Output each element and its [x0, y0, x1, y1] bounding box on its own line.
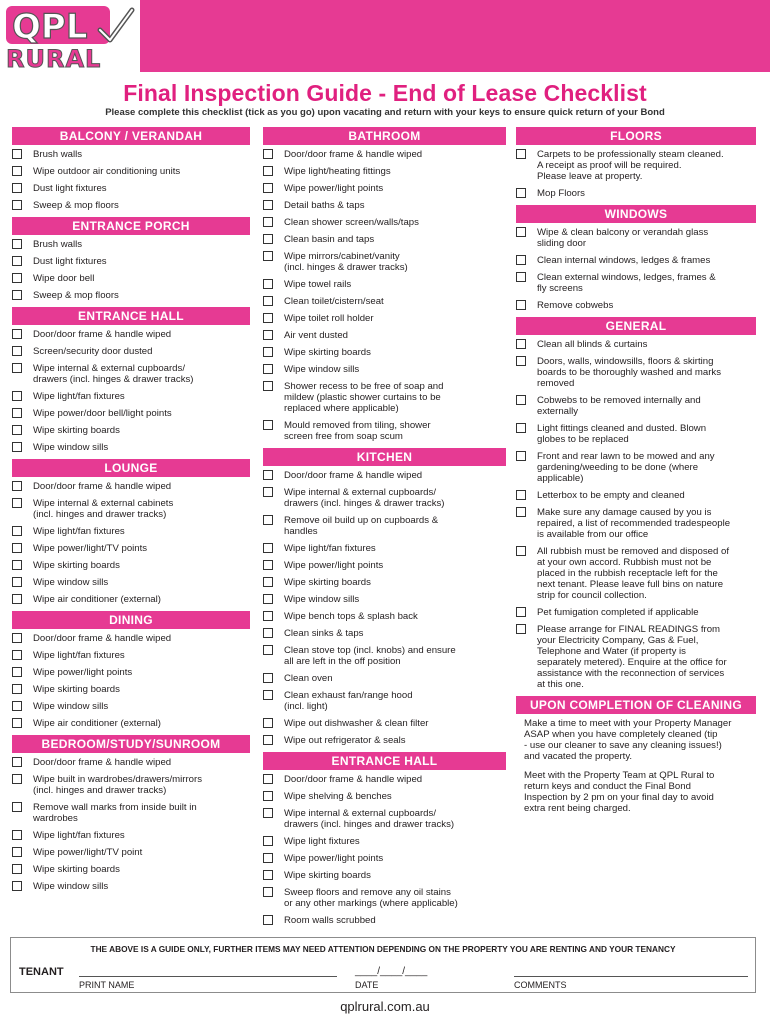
checklist-item-label: Wipe window sills — [284, 364, 360, 375]
checklist-item — [263, 853, 506, 864]
checklist-item-label: Wipe power/light points — [284, 560, 384, 571]
checklist-item-label: Wipe skirting boards — [284, 577, 371, 588]
checkbox[interactable] — [263, 791, 273, 801]
checklist-item-label: Clean shower screen/walls/taps — [284, 217, 419, 228]
checklist-item — [263, 543, 506, 554]
checklist-item-label: Wipe out refrigerator & seals — [284, 735, 406, 746]
checkbox[interactable] — [263, 183, 273, 193]
checklist-item — [516, 507, 756, 540]
checkbox[interactable] — [263, 690, 273, 700]
checkbox[interactable] — [12, 847, 22, 857]
checklist-item — [516, 395, 756, 417]
checklist-item-label: Wipe internal & external cupboards/ drawers (incl. hinges & drawer tracks) — [284, 487, 445, 509]
checkbox[interactable] — [12, 526, 22, 536]
checklist-item-label: Air vent dusted — [284, 330, 348, 341]
checkbox[interactable] — [12, 166, 22, 176]
print-name-line[interactable] — [79, 976, 337, 977]
print-name-label: PRINT NAME — [79, 980, 135, 990]
checklist-item — [516, 423, 756, 445]
checkbox[interactable] — [516, 423, 526, 433]
checklist-item — [516, 255, 756, 266]
checklist-item-label: Clean external windows, ledges, frames & fly screens — [537, 272, 716, 294]
checklist-item — [263, 611, 506, 622]
checkbox[interactable] — [12, 363, 22, 373]
checklist-item-label: Door/door frame & handle wiped — [284, 774, 423, 785]
checklist-item-label: Wipe window sills — [33, 577, 109, 588]
checkbox[interactable] — [516, 300, 526, 310]
checkbox[interactable] — [12, 757, 22, 767]
checklist-item — [516, 546, 756, 601]
checkbox[interactable] — [263, 870, 273, 880]
checklist-item — [12, 864, 250, 875]
qpl-rural-logo — [4, 4, 138, 70]
checklist-item-label: Wipe internal & external cupboards/ drawers (incl. hinges & drawer tracks) — [33, 363, 194, 385]
checkbox[interactable] — [12, 498, 22, 508]
checkbox[interactable] — [12, 329, 22, 339]
checklist-item — [12, 543, 250, 554]
checklist-item-label: Door/door frame & handle wiped — [33, 481, 172, 492]
checklist-item — [263, 420, 506, 442]
checkbox[interactable] — [12, 802, 22, 812]
comments-label: COMMENTS — [514, 980, 567, 990]
page-title: Final Inspection Guide - End of Lease Checklist — [123, 80, 647, 106]
checkbox[interactable] — [516, 624, 526, 634]
checklist-item — [263, 487, 506, 509]
checklist-item — [263, 870, 506, 881]
website-url: qplrural.com.au — [340, 999, 430, 1014]
checklist-item — [263, 915, 506, 926]
checklist-item — [12, 481, 250, 492]
checklist-item — [12, 560, 250, 571]
section-header-kitchen: KITCHEN — [263, 448, 506, 466]
checklist-item — [263, 217, 506, 228]
checklist-item-label: Wipe light/fan fixtures — [284, 543, 376, 554]
checkbox[interactable] — [263, 577, 273, 587]
completion-note: Meet with the Property Team at QPL Rural to return keys and conduct the Final Bond Inspection by 2 pm on your final day to avoid extra rent being charged. — [524, 770, 715, 814]
checklist-item — [263, 594, 506, 605]
checkbox[interactable] — [263, 217, 273, 227]
checklist-item — [12, 667, 250, 678]
checklist-item — [12, 391, 250, 402]
tenant-label: TENANT — [19, 966, 64, 978]
checklist-item-label: Brush walls — [33, 239, 83, 250]
checklist-item-label: Wipe mirrors/cabinet/vanity (incl. hinges & drawer tracks) — [284, 251, 408, 273]
checklist-item-label: Sweep & mop floors — [33, 290, 119, 301]
checklist-item — [263, 296, 506, 307]
checklist-item-label: Wipe light/fan fixtures — [33, 650, 125, 661]
checklist-item — [12, 757, 250, 768]
checkbox[interactable] — [263, 543, 273, 553]
checklist-item-label: Room walls scrubbed — [284, 915, 376, 926]
checkbox[interactable] — [263, 330, 273, 340]
checklist-item — [12, 239, 250, 250]
section-header-lounge: LOUNGE — [12, 459, 250, 477]
checklist-item-label: Front and rear lawn to be mowed and any gardening/weeding to be done (where applicable) — [537, 451, 715, 484]
section-header-bathroom: BATHROOM — [263, 127, 506, 145]
checkbox[interactable] — [12, 830, 22, 840]
checklist-item — [12, 650, 250, 661]
column-left — [12, 127, 250, 898]
checkbox[interactable] — [263, 915, 273, 925]
checklist-item — [263, 279, 506, 290]
date-field[interactable]: ____/____/____ — [355, 966, 428, 977]
checklist-item — [12, 718, 250, 729]
checklist-item-label: Wipe & clean balcony or verandah glass sliding door — [537, 227, 709, 249]
checklist-item-label: Wipe built in wardrobes/drawers/mirrors (incl. hinges and drawer tracks) — [33, 774, 203, 796]
checkbox[interactable] — [12, 391, 22, 401]
checkbox[interactable] — [263, 718, 273, 728]
comments-line[interactable] — [514, 976, 748, 977]
checkbox[interactable] — [516, 507, 526, 517]
checklist-item — [263, 166, 506, 177]
checklist-item — [12, 701, 250, 712]
checklist-item-label: Brush walls — [33, 149, 83, 160]
checklist-item-label: Clean toilet/cistern/seat — [284, 296, 384, 307]
checkbox[interactable] — [263, 487, 273, 497]
checkbox[interactable] — [12, 442, 22, 452]
checklist-item-label: Sweep floors and remove any oil stains or any other markings (where applicable) — [284, 887, 458, 909]
checklist-item — [263, 628, 506, 639]
section-header-entrance-porch: ENTRANCE PORCH — [12, 217, 250, 235]
checklist-item — [12, 425, 250, 436]
checkbox[interactable] — [263, 420, 273, 430]
checklist-item-label: Sweep & mop floors — [33, 200, 119, 211]
checkbox[interactable] — [263, 364, 273, 374]
checklist-item — [12, 774, 250, 796]
checklist-item-label: Wipe window sills — [284, 594, 360, 605]
checklist-item — [12, 149, 250, 160]
checkbox[interactable] — [263, 470, 273, 480]
checklist-item — [263, 149, 506, 160]
checklist-item-label: Dust light fixtures — [33, 183, 107, 194]
checklist-item — [516, 490, 756, 501]
footer-disclaimer: THE ABOVE IS A GUIDE ONLY, FURTHER ITEMS MAY NEED ATTENTION DEPENDING ON THE PROPERTY YOU ARE RENTING AND YOUR TENANCY — [90, 944, 676, 954]
checklist-item-label: Wipe window sills — [33, 442, 109, 453]
checkbox[interactable] — [263, 515, 273, 525]
checklist-item — [12, 594, 250, 605]
checklist-item-label: Cobwebs to be removed internally and externally — [537, 395, 701, 417]
checklist-item — [263, 774, 506, 785]
checklist-item — [263, 347, 506, 358]
checklist-item — [12, 526, 250, 537]
checklist-item-label: Wipe light/fan fixtures — [33, 526, 125, 537]
checklist-item-label: Clean sinks & taps — [284, 628, 364, 639]
checklist-item-label: Wipe shelving & benches — [284, 791, 392, 802]
checklist-item-label: Clean stove top (incl. knobs) and ensure all are left in the off position — [284, 645, 456, 667]
checkbox[interactable] — [263, 279, 273, 289]
checkbox[interactable] — [263, 296, 273, 306]
checklist-item — [263, 735, 506, 746]
checkbox[interactable] — [12, 560, 22, 570]
checklist-item — [263, 836, 506, 847]
checkbox[interactable] — [12, 667, 22, 677]
checklist-item-label: Carpets to be professionally steam cleaned. A receipt as proof will be required. Please leave at property. — [537, 149, 724, 182]
checkbox[interactable] — [516, 490, 526, 500]
checklist-item — [12, 166, 250, 177]
checklist-item-label: Clean exhaust fan/range hood (incl. light) — [284, 690, 413, 712]
checklist-item-label: Door/door frame & handle wiped — [33, 757, 172, 768]
checklist-item — [12, 802, 250, 824]
checkbox[interactable] — [516, 395, 526, 405]
checklist-item-label: Wipe skirting boards — [33, 560, 120, 571]
checkbox[interactable] — [516, 607, 526, 617]
checklist-item-label: Remove oil build up on cupboards & handles — [284, 515, 439, 537]
checkbox[interactable] — [516, 356, 526, 366]
checklist-item-label: Wipe power/light points — [284, 183, 384, 194]
checklist-item-label: Wipe power/light points — [284, 853, 384, 864]
section-header-general: GENERAL — [516, 317, 756, 335]
checklist-item — [263, 645, 506, 667]
column-right — [516, 127, 756, 822]
checkbox[interactable] — [263, 149, 273, 159]
checklist-item — [263, 313, 506, 324]
checklist-item — [12, 408, 250, 419]
checklist-item — [516, 607, 756, 618]
checklist-item-label: Wipe power/light/TV points — [33, 543, 148, 554]
checklist-item — [263, 560, 506, 571]
checklist-item-label: Light fittings cleaned and dusted. Blown globes to be replaced — [537, 423, 707, 445]
checklist-item — [263, 673, 506, 684]
checkbox[interactable] — [263, 560, 273, 570]
checklist-item-label: Wipe power/light/TV point — [33, 847, 143, 858]
checklist-item — [516, 188, 756, 199]
checkbox[interactable] — [263, 381, 273, 391]
checklist-item-label: Wipe light/fan fixtures — [33, 391, 125, 402]
checklist-item — [12, 498, 250, 520]
checkbox[interactable] — [12, 256, 22, 266]
checklist-item — [12, 346, 250, 357]
checklist-item-label: Clean internal windows, ledges & frames — [537, 255, 711, 266]
checklist-item-label: Wipe door bell — [33, 273, 95, 284]
checklist-item-label: Mould removed from tiling, shower screen free from soap scum — [284, 420, 431, 442]
checklist-item — [263, 381, 506, 414]
checklist-item-label: Wipe power/light points — [33, 667, 133, 678]
checklist-item — [12, 200, 250, 211]
checkbox[interactable] — [12, 718, 22, 728]
checklist-item — [12, 256, 250, 267]
checkbox[interactable] — [12, 543, 22, 553]
checkbox[interactable] — [516, 339, 526, 349]
checklist-item-label: Door/door frame & handle wiped — [284, 470, 423, 481]
checkbox[interactable] — [12, 577, 22, 587]
checkbox[interactable] — [516, 451, 526, 461]
checklist-item — [263, 234, 506, 245]
checkbox[interactable] — [12, 149, 22, 159]
checklist-item — [263, 515, 506, 537]
checklist-item — [12, 847, 250, 858]
checklist-item-label: Please arrange for FINAL READINGS from your Electricity Company, Gas & Fuel, Telephone and Water (if property is separately metered). Enquire at the office for assistance with the reconnection of services at this one. — [537, 624, 727, 690]
checklist-item — [12, 633, 250, 644]
logo-top-text: QPL — [12, 7, 88, 47]
checkbox[interactable] — [263, 594, 273, 604]
checkbox[interactable] — [12, 881, 22, 891]
checklist-item-label: Wipe air conditioner (external) — [33, 718, 161, 729]
checkbox[interactable] — [12, 684, 22, 694]
checklist-item — [12, 442, 250, 453]
checklist-item-label: Wipe skirting boards — [33, 425, 120, 436]
checklist-item-label: Wipe light/fan fixtures — [33, 830, 125, 841]
checklist-item-label: Door/door frame & handle wiped — [284, 149, 423, 160]
checklist-item — [12, 577, 250, 588]
checklist-item — [263, 364, 506, 375]
checklist-item-label: Wipe window sills — [33, 701, 109, 712]
checklist-item — [12, 684, 250, 695]
checkbox[interactable] — [12, 408, 22, 418]
checklist-item-label: Wipe air conditioner (external) — [33, 594, 161, 605]
checklist-item-label: Wipe skirting boards — [33, 864, 120, 875]
page-subtitle: Please complete this checklist (tick as you go) upon vacating and return with your keys to ensure quick return of your Bond — [105, 107, 665, 118]
checklist-item-label: All rubbish must be removed and disposed of at your own accord. Rubbish must not be placed in the rubbish receptacle left for the next tenant. Please leave full bins on nature strip for council collection. — [537, 546, 729, 601]
checklist-item — [263, 330, 506, 341]
checkbox[interactable] — [12, 346, 22, 356]
checklist-item-label: Remove wall marks from inside built in wardrobes — [33, 802, 197, 824]
checklist-item-label: Dust light fixtures — [33, 256, 107, 267]
checkbox[interactable] — [263, 166, 273, 176]
checklist-item-label: Wipe skirting boards — [284, 870, 371, 881]
checkbox[interactable] — [12, 183, 22, 193]
date-label: DATE — [355, 980, 379, 990]
checkbox[interactable] — [263, 611, 273, 621]
completion-note: Make a time to meet with your Property Manager ASAP when you have completely cleaned (tip - use our cleaner to save any cleaning issues!) and vacated the property. — [524, 718, 732, 762]
checkbox[interactable] — [12, 273, 22, 283]
checkbox[interactable] — [263, 735, 273, 745]
checkbox[interactable] — [12, 633, 22, 643]
checklist-item-label: Wipe towel rails — [284, 279, 352, 290]
checkbox[interactable] — [263, 887, 273, 897]
checklist-item — [263, 791, 506, 802]
checklist-item-label: Screen/security door dusted — [33, 346, 153, 357]
checklist-item-label: Wipe light fixtures — [284, 836, 360, 847]
section-header-dining: DINING — [12, 611, 250, 629]
checklist-item-label: Doors, walls, windowsills, floors & skirting boards to be thoroughly washed and marks removed — [537, 356, 721, 389]
checkbox[interactable] — [12, 650, 22, 660]
section-header-floors: FLOORS — [516, 127, 756, 145]
checklist-item — [516, 227, 756, 249]
checklist-item-label: Clean all blinds & curtains — [537, 339, 648, 350]
checkbox[interactable] — [516, 188, 526, 198]
section-header-upon-completion: UPON COMPLETION OF CLEANING — [516, 696, 756, 714]
header-banner — [140, 0, 770, 72]
checklist-item-label: Wipe toilet roll holder — [284, 313, 374, 324]
checklist-item — [516, 356, 756, 389]
checkbox[interactable] — [263, 313, 273, 323]
checkbox[interactable] — [516, 227, 526, 237]
checkbox[interactable] — [263, 808, 273, 818]
checklist-item — [12, 363, 250, 385]
section-header-bedroom-study-sunroom: BEDROOM/STUDY/SUNROOM — [12, 735, 250, 753]
checklist-item-label: Wipe outdoor air conditioning units — [33, 166, 181, 177]
checklist-item — [263, 200, 506, 211]
checklist-item-label: Door/door frame & handle wiped — [33, 633, 172, 644]
checklist-item — [12, 183, 250, 194]
checklist-item-label: Wipe bench tops & splash back — [284, 611, 418, 622]
checklist-item — [263, 251, 506, 273]
checkbox[interactable] — [516, 272, 526, 282]
checklist-item — [263, 183, 506, 194]
section-header-entrance-hall: ENTRANCE HALL — [12, 307, 250, 325]
checklist-item-label: Mop Floors — [537, 188, 585, 199]
checkbox[interactable] — [263, 853, 273, 863]
checkbox[interactable] — [12, 594, 22, 604]
checklist-item-label: Clean oven — [284, 673, 333, 684]
checklist-item-label: Letterbox to be empty and cleaned — [537, 490, 685, 501]
checkbox[interactable] — [263, 645, 273, 655]
checklist-item-label: Wipe internal & external cabinets (incl. hinges and drawer tracks) — [33, 498, 174, 520]
checklist-item — [12, 830, 250, 841]
checklist-item-label: Wipe light/heating fittings — [284, 166, 391, 177]
checklist-item — [263, 690, 506, 712]
checklist-item — [263, 887, 506, 909]
checklist-item-label: Detail baths & taps — [284, 200, 365, 211]
checklist-item-label: Wipe out dishwasher & clean filter — [284, 718, 429, 729]
checklist-item — [516, 300, 756, 311]
footer-box — [10, 937, 756, 993]
checklist-item-label: Wipe skirting boards — [33, 684, 120, 695]
checkbox[interactable] — [12, 200, 22, 210]
checklist-item — [12, 290, 250, 301]
checkbox[interactable] — [12, 774, 22, 784]
section-header-entrance-hall: ENTRANCE HALL — [263, 752, 506, 770]
checklist-item-label: Remove cobwebs — [537, 300, 614, 311]
checkbox[interactable] — [516, 546, 526, 556]
checkbox[interactable] — [263, 200, 273, 210]
checklist-item — [263, 577, 506, 588]
checklist-item-label: Wipe power/door bell/light points — [33, 408, 172, 419]
checklist-item-label: Make sure any damage caused by you is repaired, a list of recommended tradespeople is available from our office — [537, 507, 731, 540]
checkbox[interactable] — [263, 628, 273, 638]
checklist-item-label: Wipe internal & external cupboards/ drawers (incl. hinges and drawer tracks) — [284, 808, 455, 830]
checkbox[interactable] — [263, 774, 273, 784]
checkbox[interactable] — [12, 239, 22, 249]
checklist-item-label: Door/door frame & handle wiped — [33, 329, 172, 340]
checklist-item — [12, 881, 250, 892]
column-middle — [263, 127, 506, 932]
checklist-item — [516, 339, 756, 350]
checkbox[interactable] — [263, 347, 273, 357]
checkbox[interactable] — [12, 481, 22, 491]
checkbox[interactable] — [516, 149, 526, 159]
checkbox[interactable] — [516, 255, 526, 265]
checkbox[interactable] — [263, 836, 273, 846]
checkbox[interactable] — [263, 234, 273, 244]
checklist-item-label: Clean basin and taps — [284, 234, 375, 245]
checklist-item — [516, 451, 756, 484]
checklist-item-label: Wipe skirting boards — [284, 347, 371, 358]
logo-bottom-text: RURAL — [6, 45, 102, 70]
checklist-item — [263, 470, 506, 481]
checklist-item — [263, 718, 506, 729]
checkbox[interactable] — [12, 290, 22, 300]
checklist-item — [516, 272, 756, 294]
checkbox[interactable] — [12, 701, 22, 711]
checkbox[interactable] — [263, 673, 273, 683]
checklist-item-label: Shower recess to be free of soap and mildew (plastic shower curtains to be replaced where applicable) — [284, 381, 444, 414]
checklist-item — [12, 273, 250, 284]
section-header-balcony-verandah: BALCONY / VERANDAH — [12, 127, 250, 145]
checkbox[interactable] — [12, 864, 22, 874]
checklist-item — [12, 329, 250, 340]
checklist-item — [516, 149, 756, 182]
checkbox[interactable] — [263, 251, 273, 261]
checklist-item — [263, 808, 506, 830]
checklist-item-label: Pet fumigation completed if applicable — [537, 607, 699, 618]
checkbox[interactable] — [12, 425, 22, 435]
checklist-item-label: Wipe window sills — [33, 881, 109, 892]
section-header-windows: WINDOWS — [516, 205, 756, 223]
checklist-item — [516, 624, 756, 690]
